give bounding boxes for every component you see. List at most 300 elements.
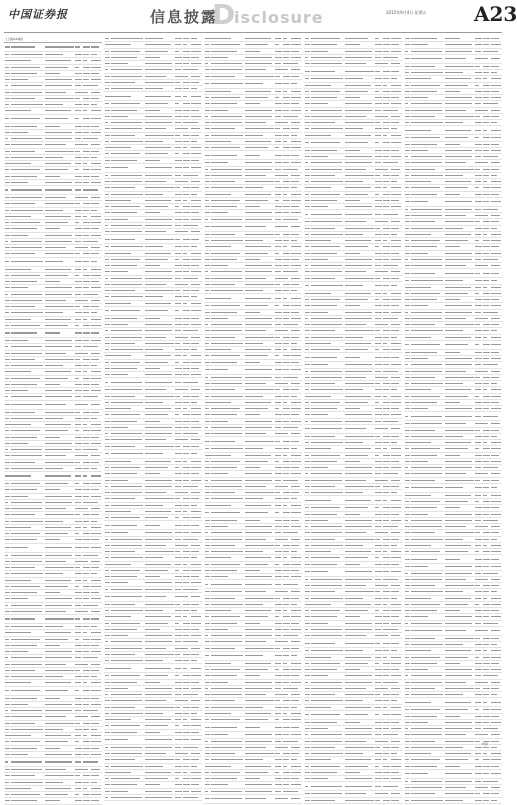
cell-text: [75, 729, 82, 730]
table-cell: [191, 439, 202, 440]
cell-text: [391, 142, 401, 143]
cell-text: [183, 219, 189, 220]
table-cell: [111, 44, 145, 45]
table-cell: [91, 163, 102, 164]
table-cell: [75, 67, 83, 68]
cell-text: [183, 38, 189, 39]
table-cell: [204, 791, 211, 792]
table-cell: [391, 214, 402, 215]
table-cell: [245, 598, 275, 599]
table-cell: [91, 412, 102, 413]
table-cell: [104, 116, 111, 117]
cell-text: [5, 228, 10, 229]
cell-text: [45, 437, 60, 438]
table-cell: [211, 110, 245, 111]
table-cell: [104, 324, 111, 325]
table-cell: [104, 76, 111, 77]
cell-text: [275, 766, 281, 767]
table-cell: [145, 732, 175, 733]
table-cell: [191, 57, 202, 58]
cell-text: [83, 197, 88, 198]
table-cell: [291, 181, 302, 182]
table-cell: [375, 110, 383, 111]
table-cell: [275, 576, 283, 577]
table-cell: [104, 725, 111, 726]
table-cell: [11, 281, 45, 282]
table-cell: [45, 275, 75, 276]
table-cell: [83, 176, 91, 177]
table-cell: [111, 576, 145, 577]
cell-text: [191, 355, 201, 356]
table-cell: [183, 473, 191, 474]
cell-text: [283, 212, 289, 213]
table-cell: [75, 126, 83, 127]
table-cell: [291, 707, 302, 708]
table-cell: [291, 480, 302, 481]
table-cell: [345, 150, 375, 151]
table-cell: [211, 532, 245, 533]
table-cell: [375, 51, 383, 52]
cell-text: [275, 455, 281, 456]
cell-text: [175, 564, 181, 565]
table-cell: [183, 739, 191, 740]
cell-text: [83, 748, 90, 749]
cell-text: [91, 800, 99, 801]
cell-text: [275, 284, 280, 285]
cell-text: [211, 598, 235, 599]
cell-text: [205, 169, 208, 170]
cell-text: [175, 778, 179, 779]
cell-text: [191, 343, 199, 344]
table-cell: [283, 616, 291, 617]
cell-text: [205, 512, 209, 513]
table-cell: [91, 325, 102, 326]
table-cell: [311, 116, 345, 117]
cell-text: [45, 573, 63, 574]
table-cell: [145, 557, 175, 558]
table-cell: [45, 287, 75, 288]
cell-text: [391, 214, 398, 215]
cell-text: [91, 396, 98, 397]
table-cell: [245, 402, 275, 403]
table-cell: [191, 545, 202, 546]
cell-text: [45, 775, 74, 776]
cell-text: [183, 772, 187, 773]
cell-text: [91, 132, 101, 133]
table-cell: [104, 719, 111, 720]
table-cell: [45, 118, 75, 119]
table-cell: [4, 222, 11, 223]
cell-text: [83, 67, 90, 68]
table-cell: [245, 473, 275, 474]
table-cell: [83, 390, 91, 391]
cell-text: [145, 439, 166, 440]
table-cell: [75, 664, 83, 665]
cell-text: [245, 604, 263, 605]
cell-text: [211, 284, 235, 285]
table-cell: [104, 368, 111, 369]
table-cell: [191, 707, 202, 708]
table-cell: [45, 269, 75, 270]
table-cell: [45, 332, 75, 333]
cell-text: [305, 221, 310, 222]
table-cell: [204, 318, 211, 319]
table-cell: [91, 443, 102, 444]
table-cell: [111, 135, 145, 136]
table-cell: [111, 596, 145, 597]
cell-text: [11, 449, 42, 450]
cell-text: [111, 194, 143, 195]
cell-text: [275, 461, 279, 462]
table-cell: [11, 555, 45, 556]
table-row: [204, 795, 302, 804]
table-cell: [91, 404, 102, 405]
table-cell: [304, 91, 311, 92]
cell-text: [111, 797, 142, 798]
table-cell: [283, 648, 291, 649]
table-cell: [104, 343, 111, 344]
table-cell: [204, 492, 211, 493]
table-cell: [4, 605, 11, 606]
cell-text: [245, 265, 272, 266]
cell-text: [191, 439, 200, 440]
cell-text: [311, 71, 335, 72]
cell-text: [291, 408, 301, 409]
table-cell: [91, 657, 102, 658]
cell-text: [75, 182, 82, 183]
table-cell: [283, 663, 291, 664]
cell-text: [283, 187, 289, 188]
table-cell: [204, 486, 211, 487]
table-cell: [183, 239, 191, 240]
table-cell: [204, 461, 211, 462]
table-cell: [11, 690, 45, 691]
cell-text: [175, 259, 179, 260]
cell-text: [275, 187, 282, 188]
table-cell: [83, 611, 91, 612]
table-cell: [145, 396, 175, 397]
table-cell: [45, 98, 75, 99]
cell-text: [175, 747, 181, 748]
cell-text: [191, 797, 198, 798]
cell-text: [75, 618, 80, 619]
table-cell: [145, 759, 175, 760]
cell-text: [205, 162, 210, 163]
cell-text: [205, 51, 210, 52]
cell-text: [205, 498, 209, 499]
table-cell: [145, 486, 175, 487]
cell-text: [183, 187, 190, 188]
cell-text: [211, 271, 242, 272]
table-cell: [275, 688, 283, 689]
table-cell: [83, 253, 91, 254]
cell-text: [305, 97, 310, 98]
cell-text: [311, 150, 337, 151]
cell-text: [283, 759, 289, 760]
table-cell: [311, 110, 345, 111]
cell-text: [245, 663, 271, 664]
table-cell: [283, 604, 291, 605]
table-row: [4, 43, 102, 52]
cell-text: [191, 732, 199, 733]
table-cell: [275, 76, 283, 77]
cell-text: [283, 778, 290, 779]
table-cell: [83, 514, 91, 515]
table-cell: [204, 663, 211, 664]
table-cell: [204, 44, 211, 45]
cell-text: [105, 461, 111, 462]
cell-text: [75, 157, 82, 158]
cell-text: [91, 561, 100, 562]
table-cell: [4, 104, 11, 105]
cell-text: [211, 641, 242, 642]
table-cell: [375, 38, 383, 39]
cell-text: [175, 682, 182, 683]
table-cell: [145, 747, 175, 748]
table-cell: [204, 141, 211, 142]
table-cell: [191, 330, 202, 331]
cell-text: [311, 194, 340, 195]
cell-text: [45, 794, 68, 795]
table-cell: [175, 141, 183, 142]
cell-text: [145, 492, 166, 493]
table-cell: [245, 240, 275, 241]
table-cell: [45, 754, 75, 755]
table-cell: [111, 675, 145, 676]
cell-text: [75, 169, 79, 170]
table-cell: [111, 564, 145, 565]
table-cell: [91, 54, 102, 55]
table-cell: [183, 194, 191, 195]
table-cell: [245, 713, 275, 714]
table-cell: [111, 265, 145, 266]
table-cell: [145, 110, 175, 111]
cell-text: [175, 688, 182, 689]
cell-text: [205, 570, 210, 571]
cell-text: [291, 76, 299, 77]
cell-text: [183, 253, 187, 254]
cell-text: [291, 526, 301, 527]
cell-text: [183, 318, 190, 319]
table-cell: [275, 396, 283, 397]
cell-text: [145, 461, 171, 462]
cell-text: [275, 63, 281, 64]
table-cell: [291, 246, 302, 247]
table-cell: [83, 716, 91, 717]
table-cell: [345, 63, 375, 64]
cell-text: [75, 176, 82, 177]
cell-text: [83, 404, 88, 405]
cell-text: [175, 69, 181, 70]
cell-text: [91, 189, 98, 190]
table-cell: [383, 128, 391, 129]
cell-text: [205, 526, 210, 527]
cell-text: [91, 690, 101, 691]
cell-text: [91, 527, 101, 528]
table-cell: [104, 539, 111, 540]
table-cell: [211, 719, 245, 720]
table-cell: [145, 69, 175, 70]
cell-text: [283, 655, 289, 656]
table-cell: [291, 38, 302, 39]
cell-text: [83, 132, 89, 133]
cell-text: [91, 611, 100, 612]
cell-text: [145, 110, 160, 111]
table-cell: [4, 547, 11, 548]
table-cell: [275, 169, 283, 170]
cell-text: [205, 234, 210, 235]
cell-text: [283, 480, 291, 481]
table-cell: [175, 382, 183, 383]
table-cell: [145, 88, 175, 89]
table-cell: [45, 567, 75, 568]
cell-text: [111, 784, 137, 785]
cell-text: [145, 557, 163, 558]
table-cell: [104, 303, 111, 304]
table-cell: [375, 103, 383, 104]
table-cell: [175, 175, 183, 176]
cell-text: [91, 775, 99, 776]
table-cell: [275, 284, 283, 285]
cell-text: [275, 784, 282, 785]
table-cell: [4, 521, 11, 522]
cell-text: [283, 688, 291, 689]
cell-text: [45, 325, 68, 326]
table-cell: [204, 498, 211, 499]
table-cell: [4, 353, 11, 354]
table-cell: [175, 194, 183, 195]
cell-text: [91, 287, 101, 288]
cell-text: [205, 147, 209, 148]
table-cell: [11, 294, 45, 295]
table-cell: [104, 135, 111, 136]
cell-text: [205, 284, 210, 285]
cell-text: [83, 176, 90, 177]
table-cell: [204, 396, 211, 397]
cell-text: [105, 96, 111, 97]
table-cell: [4, 287, 11, 288]
publication-date: 2015年9月4日 星期五: [386, 10, 427, 15]
cell-text: [275, 324, 281, 325]
cell-text: [205, 520, 210, 521]
table-cell: [304, 175, 311, 176]
cell-text: [275, 305, 279, 306]
cell-text: [191, 564, 201, 565]
table-cell: [45, 359, 75, 360]
cell-text: [245, 38, 271, 39]
cell-text: [111, 290, 135, 291]
cell-text: [305, 228, 310, 229]
table-cell: [204, 707, 211, 708]
table-cell: [104, 110, 111, 111]
table-cell: [211, 330, 245, 331]
table-cell: [91, 514, 102, 515]
cell-text: [245, 234, 274, 235]
table-cell: [83, 598, 91, 599]
table-cell: [191, 582, 202, 583]
table-cell: [83, 222, 91, 223]
cell-text: [45, 396, 72, 397]
table-cell: [11, 626, 45, 627]
table-cell: [111, 343, 145, 344]
cell-text: [191, 396, 199, 397]
table-cell: [104, 69, 111, 70]
cell-text: [211, 461, 240, 462]
cell-text: [105, 700, 110, 701]
cell-text: [283, 467, 290, 468]
table-cell: [11, 483, 45, 484]
table-cell: [191, 694, 202, 695]
table-cell: [291, 520, 302, 521]
cell-text: [191, 766, 197, 767]
table-cell: [145, 82, 175, 83]
table-cell: [83, 605, 91, 606]
table-cell: [75, 228, 83, 229]
table-cell: [11, 443, 45, 444]
table-cell: [204, 448, 211, 449]
cell-text: [175, 284, 183, 285]
cell-text: [45, 189, 72, 190]
cell-text: [11, 508, 42, 509]
table-cell: [175, 200, 183, 201]
cell-text: [11, 294, 42, 295]
table-cell: [83, 228, 91, 229]
table-cell: [45, 800, 75, 801]
table-cell: [145, 682, 175, 683]
table-cell: [245, 448, 275, 449]
cell-text: [175, 557, 182, 558]
cell-text: [211, 362, 237, 363]
table-cell: [111, 389, 145, 390]
cell-text: [345, 221, 366, 222]
table-cell: [4, 247, 11, 248]
table-cell: [75, 561, 83, 562]
cell-text: [75, 378, 79, 379]
cell-text: [211, 570, 237, 571]
table-cell: [283, 383, 291, 384]
cell-text: [183, 63, 189, 64]
cell-text: [191, 570, 201, 571]
table-cell: [111, 453, 145, 454]
table-cell: [45, 547, 75, 548]
table-cell: [4, 365, 11, 366]
table-cell: [245, 212, 275, 213]
cell-text: [145, 310, 168, 311]
cell-text: [105, 259, 109, 260]
cell-text: [291, 461, 301, 462]
cell-text: [183, 271, 189, 272]
cell-text: [291, 343, 297, 344]
table-cell: [183, 200, 191, 201]
cell-text: [283, 564, 290, 565]
table-cell: [11, 748, 45, 749]
table-cell: [345, 228, 375, 229]
cell-text: [191, 747, 198, 748]
cell-text: [11, 761, 42, 762]
cell-text: [83, 138, 91, 139]
table-cell: [104, 739, 111, 740]
cell-text: [375, 200, 382, 201]
table-cell: [111, 539, 145, 540]
cell-text: [291, 635, 298, 636]
cell-text: [183, 707, 190, 708]
cell-text: [91, 508, 100, 509]
cell-text: [245, 155, 260, 156]
table-cell: [111, 480, 145, 481]
cell-text: [283, 455, 287, 456]
table-cell: [75, 573, 83, 574]
table-cell: [75, 651, 83, 652]
